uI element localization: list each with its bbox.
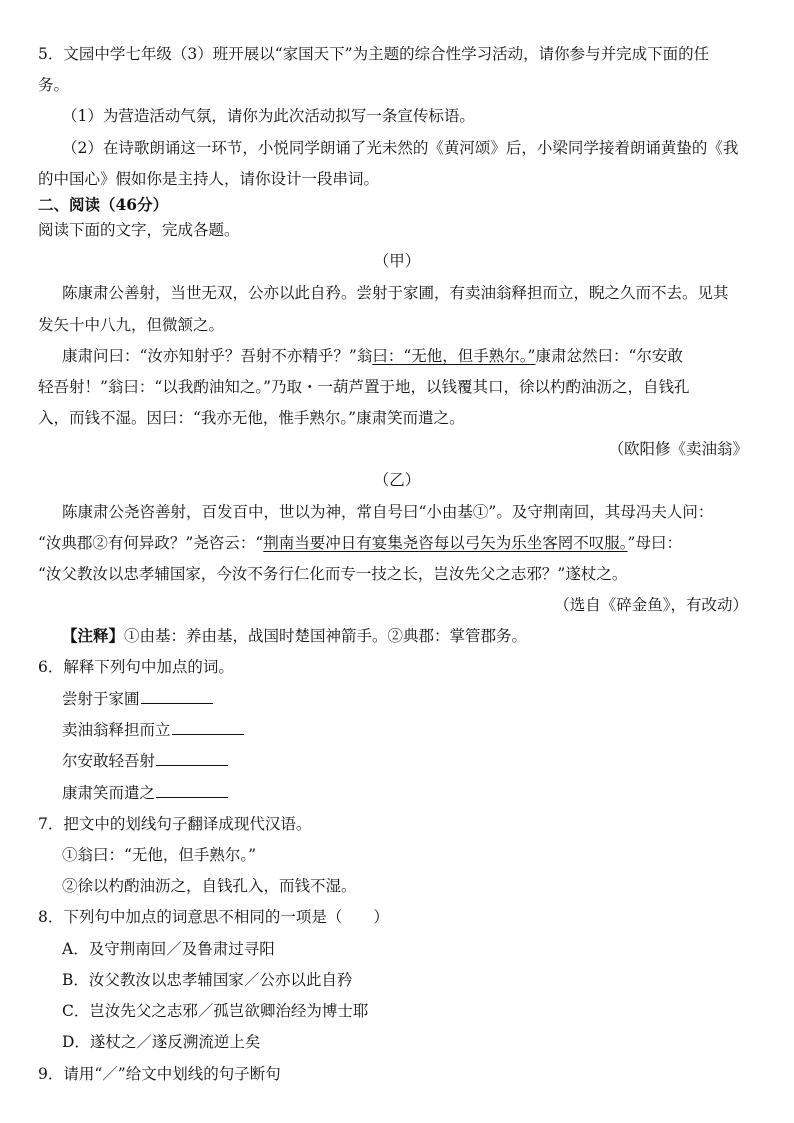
q6-item-text: 卖油翁释担而立: [62, 721, 171, 739]
q6-item: [62, 751, 782, 771]
passage-yi-line-2: [38, 533, 758, 553]
q6-stem: 6．解释下列句中加点的词。: [38, 658, 234, 676]
q7-item: ②徐以杓酌油沥之，自钱孔入，而钱不湿。: [62, 877, 357, 895]
q8-stem: 8．下列句中加点的词意思不相同的一项是（ ）: [38, 908, 389, 926]
q6-item-text: 康肃笑而遣之: [62, 784, 156, 802]
q8-option-b[interactable]: B．汝父教汝以忠孝辅国家／公亦以此自矜: [62, 971, 353, 989]
q6-item: [62, 720, 782, 740]
underlined-sentence-1: 曰：“无他，但手熟尔。”: [372, 347, 536, 365]
q5-line-1: 5．文园中学七年级（3）班开展以“家国天下”为主题的综合性学习活动，请你参与并完成下面的任: [38, 45, 710, 63]
q8-option-a[interactable]: A．及守荆南回／及鲁肃过寻阳: [62, 940, 275, 958]
passage-jia-p2-line-2: 轻吾射！”翁曰：“以我酌油知之。”乃取・一葫芦置于地，以钱覆其口，徐以杓酌油沥之，自钱孔: [38, 378, 690, 396]
q5-sub-2-line-2: 的中国心》假如你是主持人，请你设计一段串词。: [38, 170, 380, 188]
answer-blank[interactable]: [156, 751, 228, 766]
answer-blank[interactable]: [172, 720, 244, 735]
q6-item-text: 尝射于家圃: [62, 690, 140, 708]
notes: [62, 626, 782, 646]
q8-option-d[interactable]: D．遂杖之／遂反溯流逆上矣: [62, 1033, 261, 1051]
section-heading: 二、阅读（46分）: [38, 195, 169, 214]
notes-label: 【注释】: [62, 626, 125, 645]
answer-blank[interactable]: [156, 783, 228, 798]
p2-text-a: 康肃问曰：“汝亦知射乎？吾射不亦精乎？”翁: [62, 347, 373, 365]
passage-yi-line-3: “汝父教汝以忠孝辅国家，今汝不务行仁化而专一技之长，岂汝先父之志邪？”遂杖之。: [38, 565, 628, 583]
notes-text: ①由基：养由基，战国时楚国神箭手。②典郡：掌管郡务。: [124, 627, 528, 645]
underlined-sentence-2: 荆南当要冲日有宴集尧咨每以弓矢为乐坐客罔不叹服。: [263, 534, 628, 552]
section-instruction: 阅读下面的文字，完成各题。: [38, 221, 240, 239]
p2-text-b: 康肃忿然曰：“尔安敢: [535, 347, 683, 365]
passage-jia-p2-line-1: [62, 346, 782, 366]
q6-item-text: 尔安敢轻吾射: [62, 752, 156, 770]
q7-stem: 7．把文中的划线句子翻译成现代汉语。: [38, 815, 312, 833]
q6-item: [62, 783, 782, 803]
yi-text-a: “汝典郡②有何异政？”尧咨云：“: [38, 534, 264, 552]
q5-line-2: 务。: [38, 76, 70, 94]
q8-option-c[interactable]: C．岂汝先父之志邪／孤岂欲卿治经为博士耶: [62, 1002, 369, 1020]
yi-text-b: ”母曰：: [627, 534, 682, 552]
answer-blank[interactable]: [141, 689, 213, 704]
passage-jia-p1-line-1: 陈康肃公善射，当世无双，公亦以此自矜。尝射于家圃，有卖油翁释担而立，睨之久而不去。见其: [62, 284, 729, 302]
q5-sub-1: （1）为营造活动气氛，请你为此次活动拟写一条宣传标语。: [62, 107, 475, 125]
q9-stem: 9．请用“／”给文中划线的句子断句: [38, 1065, 281, 1083]
passage-jia-source: （欧阳修《卖油翁》: [608, 440, 748, 458]
passage-yi-source: （选自《碎金鱼》，有改动）: [554, 596, 748, 614]
passage-jia-title: （甲）: [373, 252, 421, 270]
passage-jia-p2-line-3: 入，而钱不湿。因曰：“我亦无他，惟手熟尔。”康肃笑而遣之。: [38, 409, 465, 427]
passage-jia-p1-line-2: 发矢十中八九，但微颔之。: [38, 316, 225, 334]
q5-sub-2-line-1: （2）在诗歌朗诵这一环节，小悦同学朗诵了光未然的《黄河颂》后，小梁同学接着朗诵黄蛰的《我: [62, 139, 739, 157]
q7-item: ①翁曰：“无他，但手熟尔。”: [62, 846, 257, 864]
q6-item: [62, 689, 782, 709]
passage-yi-line-1: 陈康肃公尧咨善射，百发百中，世以为神，常自号曰“小由基①”。及守荆南回，其母冯夫人问：: [62, 503, 714, 521]
passage-yi-title: （乙）: [373, 471, 421, 489]
